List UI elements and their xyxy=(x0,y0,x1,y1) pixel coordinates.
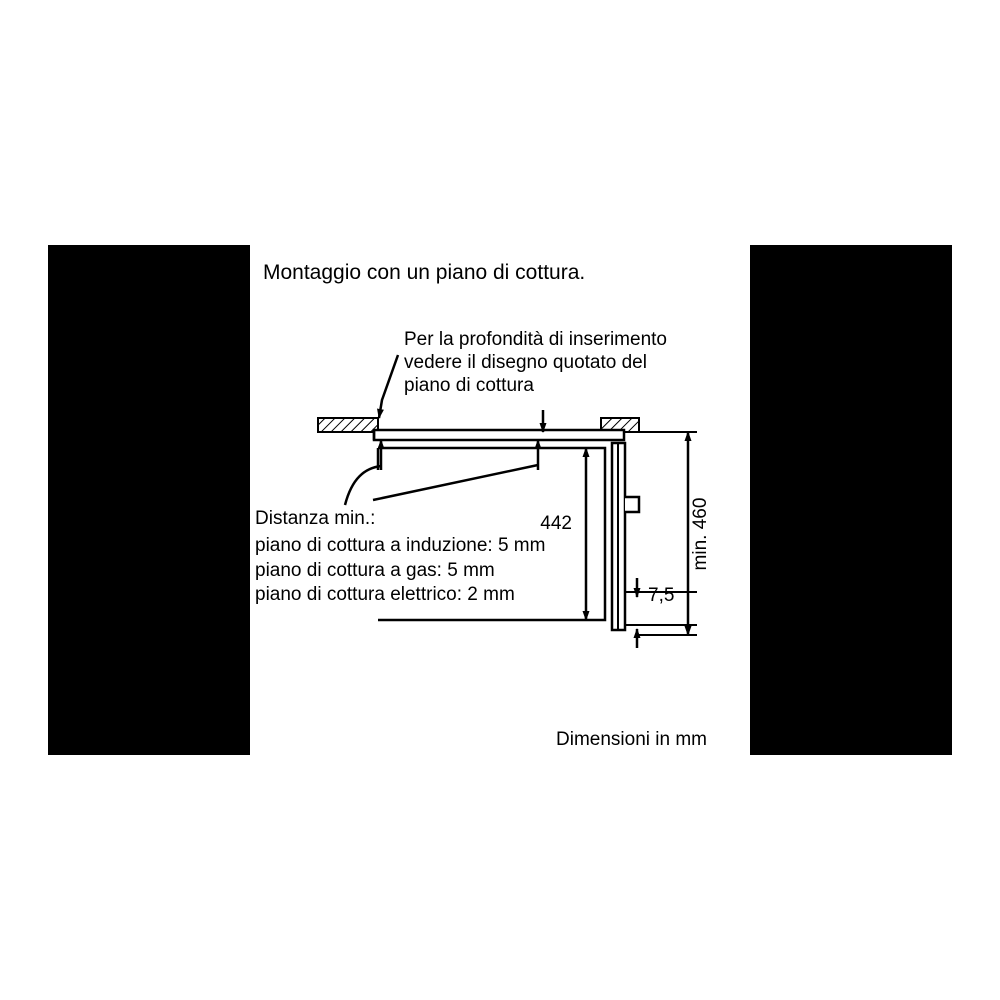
dimension-442: 442 xyxy=(540,513,572,534)
insertion-depth-line-3: piano di cottura xyxy=(404,375,534,396)
min-distance-induction: piano di cottura a induzione: 5 mm xyxy=(255,535,546,556)
min-distance-heading: Distanza min.: xyxy=(255,508,376,529)
dimension-7-5: 7,5 xyxy=(648,585,675,606)
page-title: Montaggio con un piano di cottura. xyxy=(263,261,586,284)
min-distance-electric: piano di cottura elettrico: 2 mm xyxy=(255,584,515,605)
footer-units: Dimensioni in mm xyxy=(556,729,707,750)
dimension-min-460: min. 460 xyxy=(690,497,711,571)
insertion-depth-line-2: vedere il disegno quotato del xyxy=(404,352,647,373)
insertion-depth-line-1: Per la profondità di inserimento xyxy=(404,329,667,350)
min-distance-gas: piano di cottura a gas: 5 mm xyxy=(255,560,495,581)
